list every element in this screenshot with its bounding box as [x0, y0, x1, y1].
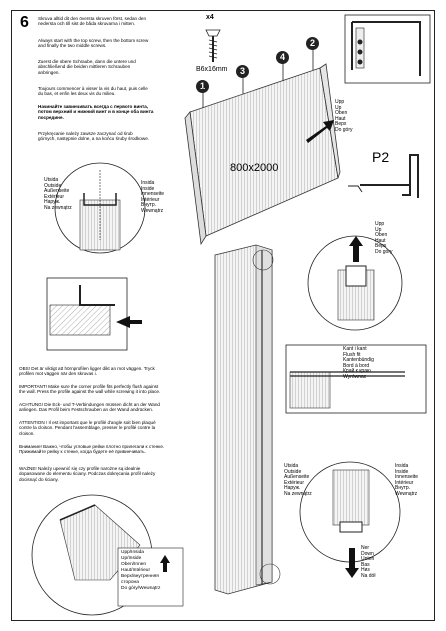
screw-order-3: 3 — [236, 65, 249, 78]
profile-label: P2 — [372, 149, 390, 165]
warning-pl: WAŻNE! Należy upewnić się czy profile narożne są idealnie dopasowane do elementu ściany. Podczas dokręcania profil należy docisnąć do ściany. — [19, 466, 156, 482]
instruction-ru: Начинайте завинчивать всегда с первого винта, потом верхний и нижний винт и в конце оба винта посредине. — [38, 104, 154, 120]
instruction-pl: Przykręcanie należy zawsze zaczynać od śrub górnych, następnie dolne, a na końcu śruby środkowe. — [38, 131, 150, 142]
warning-de: ACHTUNG! Die Eck- und T-Verbindungen müssen dicht an der Wand anliegen. Das Profil beim Festschrauben an der Wand andrücken. — [19, 402, 160, 413]
step-number: 6 — [20, 14, 29, 31]
instruction-fr: Toujours commencer à visser la vis du haut, puis celle du bas, et enfin les deux vis du milieu. — [38, 86, 148, 97]
panel-tall — [215, 245, 280, 594]
screw-size: B6x16mm — [196, 66, 228, 73]
flush-label: Kant i kant Flush fit Kantenbündig Bord à bord Край к краю Wyrównac — [343, 346, 374, 380]
warning-en: IMPORTANT! Make sure the corner profile fits perfectly flush against the wall. Press the profile against the wall while screwing it into place. — [19, 384, 161, 395]
outside-label-top: Utsida Outside Außenseite Extérieur Наруж. Na zewnątrz — [44, 177, 72, 211]
warning-fr: ATTENTION ! Il est important que le profilé d'angle soit bien plaqué contre la cloison. Pendant l'assemblage, presser le profilé contre la cloison. — [19, 420, 156, 436]
panel-size: 800x2000 — [230, 162, 279, 174]
screw-quantity: x4 — [206, 14, 214, 21]
panel-perspective — [185, 50, 340, 244]
outside-label-bottom: Utsida Outside Außenseite Extérieur Наруж. Na zewnątrz — [284, 463, 312, 497]
up-label: Upp Up Oben Haut Верх Do góry — [335, 99, 353, 133]
inside-label-top: Insida Inside Innenseite Intérieur Внутр. Wewnątrz — [141, 180, 165, 214]
instruction-de: Zuerst die obere Schraube, dann die untere und abschließend die beiden mittleren Schrauben anbringen. — [38, 59, 136, 75]
inside-label-bottom: Insida Inside Innenseite Intérieur Внутр. Wewnątrz — [395, 463, 419, 497]
warning-sv: OBS! Det är viktigt att hörnprofilen ligger dikt an mot väggen. Tryck profilen mot väggen när den skruvas i. — [19, 366, 155, 377]
screw-order-2: 2 — [306, 37, 319, 50]
instruction-en: Always start with the top screw, then the bottom screw and finally the two middle screws. — [38, 38, 149, 49]
up-label-right: Upp Up Oben Haut Верх Do góry — [375, 221, 393, 255]
warning-ru: Внимание! Важно, чтобы угловые рейки плотно прилегали к стенке. Прижимайте рейку к стенке, когда будете её привинчивать. — [19, 444, 165, 455]
screw-icon — [206, 30, 220, 62]
screw-order-4: 4 — [276, 51, 289, 64]
down-label: Ner Down Unten Bas Низ Na dół — [361, 545, 376, 579]
instruction-sv: Skruva alltid dit den översta skruven först, sedan den nedersta och till sist de båda skruvarna i mitten. — [38, 16, 147, 27]
updown-legend: Upp/Insida Up/Inside Oben/Innen Haut/Intérieur Верх/внутренняя сторона Do góry/Wewnątrz — [121, 550, 161, 591]
screw-order-1: 1 — [196, 80, 209, 93]
